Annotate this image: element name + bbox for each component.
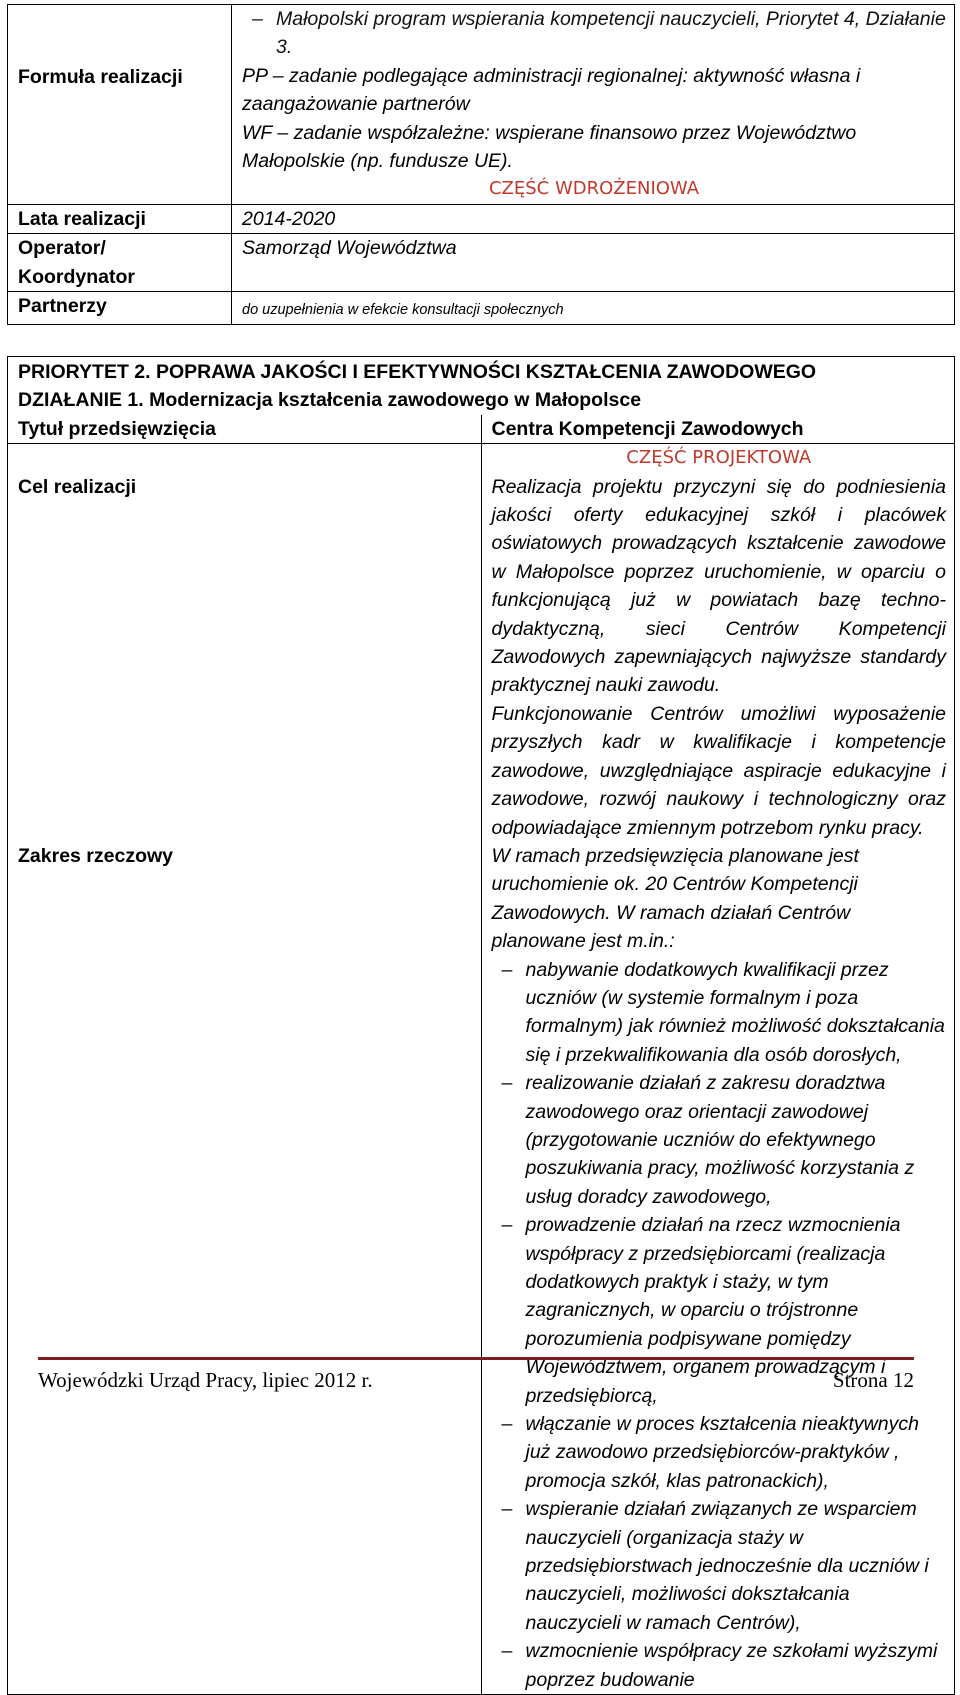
- program-list: [232, 5, 955, 62]
- goal-value: [481, 473, 955, 842]
- section-title-implementation: CZĘŚĆ WDROŻENIOWA: [488, 178, 700, 200]
- years-label: Lata realizacji: [8, 204, 232, 233]
- table-row: [8, 357, 955, 415]
- operator-value: Samorząd Województwa: [232, 234, 955, 292]
- title-value: Centra Kompetencji Zawodowych: [491, 417, 804, 440]
- operator-label: Operator/ Koordynator: [8, 234, 232, 292]
- scope-label: Zakres rzeczowy: [8, 842, 482, 1695]
- table-row: [8, 234, 955, 292]
- list-item: – Małopolski program wspierania kompetencji nauczycieli, Priorytet 4, Działanie 3.: [242, 5, 946, 62]
- list-item: – realizowanie działań z zakresu doradztwa zawodowego oraz orientacji zawodowej (przygotowanie uczniów do efektywnego poszukiwania pracy, możliwość korzystania z usług doradcy zawodowego,: [492, 1069, 947, 1211]
- table-row: [8, 62, 955, 176]
- project-table: [7, 356, 955, 1695]
- goal-paragraph: Funkcjonowanie Centrów umożliwi wyposażenie przyszłych kadr w kwalifikacje i kompetencje zawodowe, uwzględniające aspiracje edukacyjne i zawodowe, rozwój naukowy i technologiczny oraz odpowiadające zmiennym potrzebom rynku pracy.: [491, 702, 946, 839]
- page-number: Strona 12: [832, 1368, 914, 1392]
- goal-paragraph: Realizacja projektu przyczyni się do podniesienia jakości oferty edukacyjnej szkół i placówek oświatowych prowadzących kształcenie zawodowe w Małopolsce poprzez uruchomienie, w oparciu o funkcjonującą już w powiatach bazę techno-dydaktyczną, sieci Centrów Kompetencji Zawodowych zapewniających najwyższe standardy praktycznej nauki zawodu.: [491, 475, 946, 697]
- table-row: [8, 204, 955, 233]
- section-title-project: CZĘŚĆ PROJEKTOWA: [481, 444, 955, 473]
- formula-label: Formuła realizacji: [8, 62, 232, 176]
- formula-pp-text: PP – zadanie podlegające administracji regionalnej: aktywność własna i zaangażowanie partnerów: [242, 64, 861, 116]
- list-item: – włączanie w proces kształcenia nieaktywnych już zawodowo przedsiębiorców-praktyków , promocja szkół, klas patronackich),: [492, 1410, 947, 1495]
- empty-label-cell: [8, 5, 232, 62]
- formula-value: [232, 62, 955, 176]
- partners-value: do uzupełnienia w efekcie konsultacji społecznych: [232, 292, 955, 325]
- implementation-table: [7, 4, 955, 325]
- priority-heading: [8, 357, 955, 415]
- years-value: 2014-2020: [232, 204, 955, 233]
- scope-intro: W ramach przedsięwzięcia planowane jest uruchomienie ok. 20 Centrów Kompetencji Zawodowych. W ramach działań Centrów planowane jest m.in.:: [491, 844, 859, 953]
- table-row: [8, 292, 955, 325]
- table-row: [8, 415, 955, 444]
- table-row: [8, 444, 955, 473]
- scope-value: [481, 842, 955, 1695]
- table-row: [8, 175, 955, 204]
- empty-label-cell: [8, 444, 482, 473]
- empty-label-cell: [8, 175, 232, 204]
- table-row: [8, 473, 955, 842]
- scope-list: [492, 956, 947, 1695]
- action-title: DZIAŁANIE 1. Modernizacja kształcenia zawodowego w Małopolsce: [18, 389, 642, 412]
- table-row: [8, 842, 955, 1695]
- list-item: – wzmocnienie współpracy ze szkołami wyższymi poprzez budowanie: [492, 1637, 947, 1694]
- table-row: [8, 5, 955, 62]
- partners-label: Partnerzy: [8, 292, 232, 325]
- goal-label: Cel realizacji: [8, 473, 482, 842]
- page-footer: [38, 1357, 914, 1394]
- list-item: – nabywanie dodatkowych kwalifikacji przez uczniów (w systemie formalnym i poza formalnym) jak również możliwość dokształcania się i przekwalifikowania dla osób dorosłych,: [492, 956, 947, 1070]
- list-item: – wspieranie działań związanych ze wsparciem nauczycieli (organizacja staży w przedsiębiorstwach jednocześnie dla uczniów i nauczycieli, możliwości dokształcania nauczycieli w ramach Centrów),: [492, 1495, 947, 1637]
- footer-office: Wojewódzki Urząd Pracy, lipiec 2012 r.: [38, 1368, 373, 1392]
- list-item: – prowadzenie działań na rzecz wzmocnienia współpracy z przedsiębiorcami (realizacja dodatkowych praktyk i staży, w tym zagranicznych, w oparciu o trójstronne porozumienia podpisywane pomiędzy Województwem, organem prowadzącym i przedsiębiorcą,: [492, 1211, 947, 1410]
- formula-wf-text: WF – zadanie współzależne: wspierane finansowo przez Województwo Małopolskie (np. fundusze UE).: [242, 121, 857, 173]
- priority-title: PRIORYTET 2. POPRAWA JAKOŚCI I EFEKTYWNOŚCI KSZTAŁCENIA ZAWODOWEGO: [18, 361, 817, 383]
- title-label: Tytuł przedsięwzięcia: [8, 415, 482, 444]
